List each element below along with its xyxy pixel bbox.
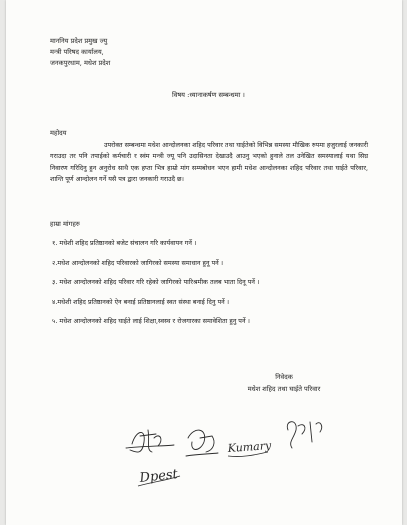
- subject-line: विषय :ध्यानाकर्षण सम्बन्धमा ।: [172, 91, 245, 99]
- sender-block: [220, 371, 348, 395]
- demand-item-4: ४.मधेशी शहिद प्रतिष्ठानको ऐन बनाई प्रतिष्ठानलाई स्वत संस्था बनाई दिनु पर्ने ।: [52, 297, 230, 306]
- demand-item-5: ५. मधेश आन्दोलनको शहिद घाईते लाई शिक्षा,स्वस्थ र रोजगारका समावेशिता हुनु पर्ने ।: [52, 317, 250, 325]
- demands-heading: हाम्रा मांगहरु: [50, 220, 80, 228]
- recipient-line-2: मन्त्री परिषद कार्यालय,: [50, 48, 104, 56]
- recipient-address: [50, 36, 110, 69]
- signature-2: [186, 430, 218, 456]
- signature-1: [126, 430, 174, 452]
- recipient-line-3: जनकपुरधाम, मधेश प्रदेश: [50, 59, 111, 67]
- signature-5: [138, 467, 180, 486]
- demand-item-3: ३. मधेश आन्दोलनको शहिद परिवार गरि रहेको जागिरको पारिश्रमीक तलब भाता दिनू पर्ने ।: [52, 278, 260, 286]
- body-paragraph: उपरोक्त सम्बन्धमा मधेश आन्दोलनका शहिद परिवार तथा घाईतेको विभिन्न समस्या मौखिक रुपमा हजुरलाई जनकारी गराउदा तर पनि तपाईको कर्मचारी र स्वंम मन्त्री ज्यू पनि उदासिनता देखाउदै आउनु भएको हुनाले तल उनेखित समस्यालाई यथा सिघ्र निवारण गरिदिनु हुन अनुरोध साथै एक हप्ता भित्र हाम्रो मांग सम्मबोधन भएन हामी मधेश आन्दोलनका शहिद परिवार तथा घाईते परिवार, शान्ति पूर्ण आन्दोलन गर्ने यसै पत्र द्वारा जनकारी गराउदै छ।: [50, 141, 368, 184]
- recipient-line-1: माननिय प्रदेश प्रमुख ज्यु: [50, 37, 108, 45]
- signature-4: [287, 422, 321, 448]
- letter-page: [6, 0, 402, 525]
- demands-list: [52, 238, 259, 336]
- signatures-area: [116, 412, 356, 492]
- sender-title: निवेदक: [275, 373, 293, 381]
- signature-3-text: Kumary: [227, 438, 272, 455]
- signature-3: [226, 439, 272, 457]
- sender-name: मधेश शहिद तथा घाईते परिवार: [247, 385, 321, 393]
- salutation: महोदय: [50, 129, 67, 137]
- demand-item-1: १. मधेशी शहिद प्रतिष्ठानको बजेट संचालन गरि कार्यवायन गर्ने ।: [52, 239, 197, 247]
- demand-item-2: २.मधेश आन्दोलनको शहिद परिवारको जागिरको समस्या समाधान हुनू पर्ने ।: [52, 258, 224, 267]
- signature-5-text: Dpest: [138, 467, 179, 486]
